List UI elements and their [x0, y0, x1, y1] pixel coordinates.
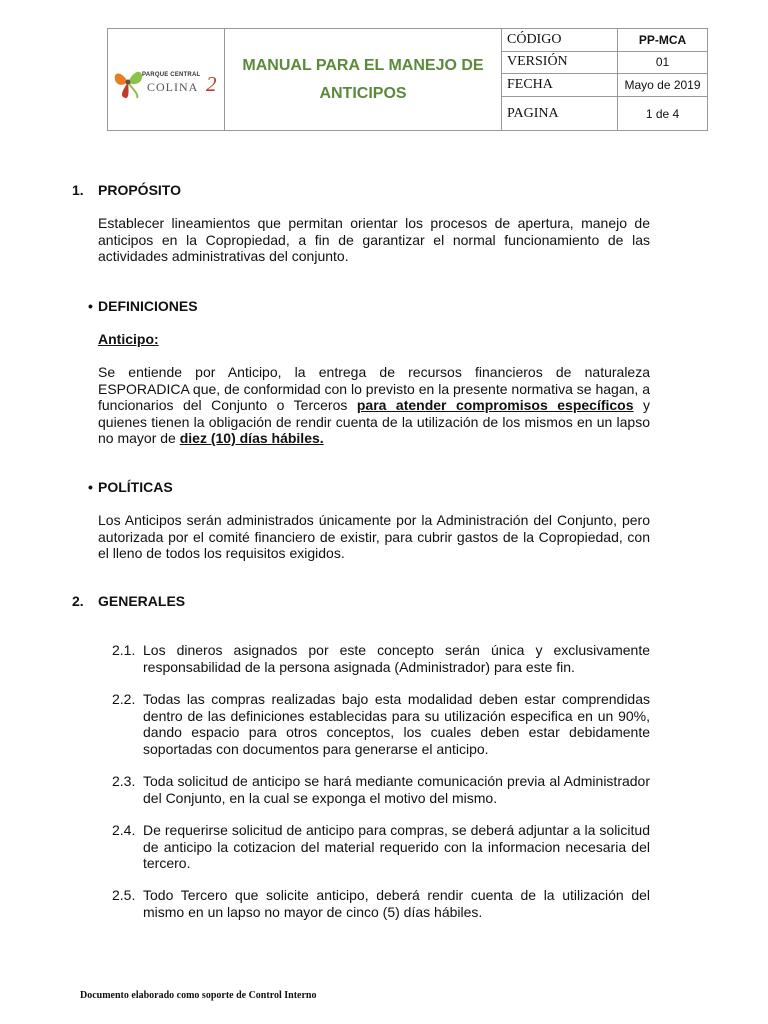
politicas-bullet: • [88, 479, 93, 495]
definiciones-title: DEFINICIONES [98, 298, 198, 314]
section-1-text: Establecer lineamientos que permitan orientar los procesos de apertura, manejo de anticipos en la Copropiedad, a fin de garantizar el normal funcionamiento de las actividades administrativas del conjunto. [98, 215, 650, 264]
section-2-number: 2. [72, 593, 84, 609]
pagina-label: PAGINA [502, 97, 618, 131]
fecha-value: Mayo de 2019 [618, 74, 708, 97]
item-2-5-text: Todo Tercero que solicite anticipo, deberá rendir cuenta de la utilización del mismo en un lapso no mayor de cinco (5) días hábiles. [143, 887, 650, 920]
title-line-1: MANUAL PARA EL MANEJO DE [242, 56, 484, 74]
section-2-title: GENERALES [98, 593, 186, 609]
document-header [107, 28, 708, 131]
pagina-value: 1 de 4 [618, 97, 708, 131]
document-title [225, 29, 502, 131]
logo-number: 2 [206, 71, 217, 96]
page-footer: Documento elaborado como soporte de Control Interno [80, 990, 317, 1001]
definition-emphasis-1: para atender compromisos específicos [356, 397, 634, 413]
politicas-text: Los Anticipos serán administrados únicamente por la Administración del Conjunto, pero autorizada por el comité financiero de existir, para cubrir gastos de la Copropiedad, con el lleno de todos los requisitos exigidos. [98, 512, 650, 561]
codigo-value: PP-MCA [618, 29, 708, 52]
section-1-title: PROPÓSITO [98, 182, 181, 198]
item-2-3-text: Toda solicitud de anticipo se hará mediante comunicación previa al Administrador del Conjunto, en la cual se exponga el motivo del mismo. [143, 773, 650, 806]
item-2-3-number: 2.3. [112, 773, 136, 789]
item-2-4-text: De requerirse solicitud de anticipo para compras, se deberá adjuntar a la solicitud de anticipo la cotizacion del material requerido con la informacion necesaria del tercero. [143, 822, 650, 871]
version-value: 01 [618, 51, 708, 74]
version-label: VERSIÓN [502, 51, 618, 74]
item-2-1-number: 2.1. [112, 642, 136, 658]
fecha-label: FECHA [502, 74, 618, 97]
section-1-number: 1. [72, 182, 84, 198]
title-line-2: ANTICIPOS [319, 84, 407, 102]
item-2-1-text: Los dineros asignados por este concepto serán única y exclusivamente responsabilidad de la persona asignada (Administrador) para este fin. [143, 642, 650, 675]
politicas-title: POLÍTICAS [98, 479, 173, 495]
logo-top-text: PARQUE CENTRAL [142, 71, 201, 78]
item-2-5-number: 2.5. [112, 887, 136, 903]
definition-text-1: Se entiende por Anticipo, la entrega de recursos financieros de naturaleza ESPORADICA que, de conformidad con lo previsto en la presente normativa se hagan, a funcionarios del Conjunto o Terceros [98, 364, 650, 413]
item-2-2-number: 2.2. [112, 691, 136, 707]
logo-figure-icon [111, 62, 145, 102]
logo-main-text: COLINA [147, 79, 199, 94]
item-2-4-number: 2.4. [112, 822, 136, 838]
anticipo-definition [98, 364, 650, 447]
codigo-label: CÓDIGO [502, 29, 618, 52]
definiciones-bullet: • [88, 298, 93, 314]
definition-text-2: y quienes tienen la obligación de rendir cuenta de la utilización de los mismos en un lapso no mayor de [98, 397, 650, 446]
logo-cell [108, 29, 225, 131]
anticipo-subtitle: Anticipo: [98, 331, 159, 347]
item-2-2-text: Todas las compras realizadas bajo esta modalidad deben estar comprendidas dentro de las definiciones establecidas para su utilización especifica en un 90%, dando espacio para otros conceptos, los cuales deben estar debidamente soportadas con documentos para generarse el anticipo. [143, 691, 650, 757]
company-logo [108, 50, 224, 110]
definition-emphasis-2: diez (10) días hábiles. [179, 430, 324, 446]
